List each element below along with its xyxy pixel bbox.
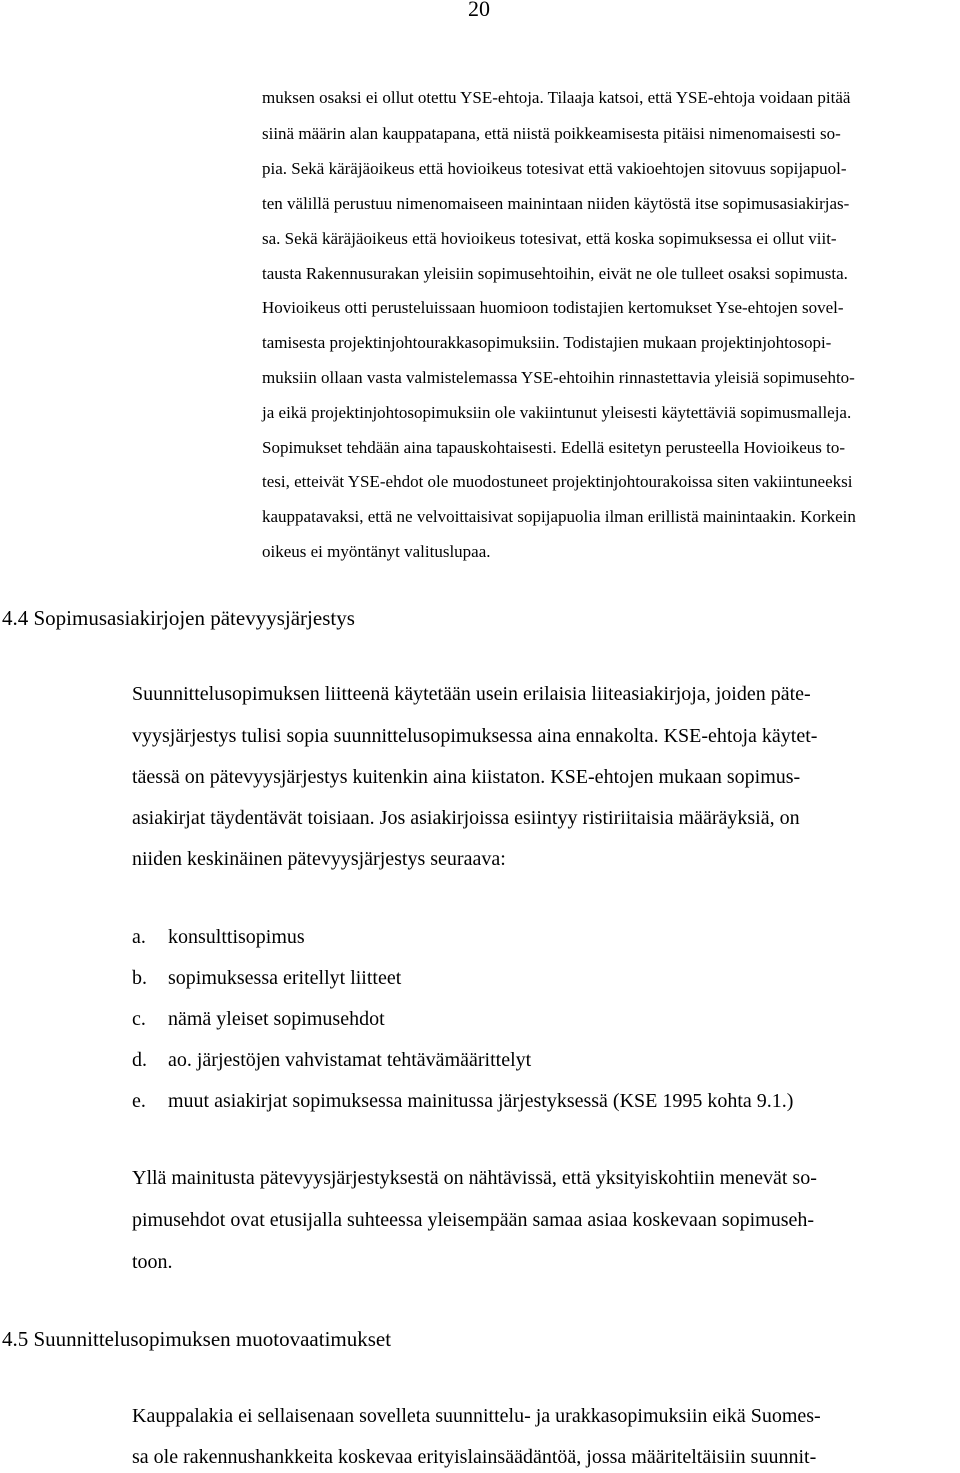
list-item-text: sopimuksessa eritellyt liitteet — [168, 967, 402, 989]
list-item — [132, 964, 401, 992]
paragraph-line: kauppatavaksi, että ne velvoittaisivat sopijapuolia ilman erillistä mainintaakin. Korkein — [262, 507, 856, 526]
page-number: 20 — [468, 0, 490, 21]
paragraph-line: ten välillä perustuu nimenomaiseen mainintaan niiden käytöstä itse sopimusasiakirjas- — [262, 194, 850, 213]
section-heading-4-4: 4.4 Sopimusasiakirjojen pätevyysjärjestys — [2, 606, 355, 630]
paragraph-line: toon. — [132, 1251, 173, 1273]
paragraph-line: siinä määrin alan kauppatapana, että niistä poikkeamisesta pitäisi nimenomaisesti so- — [262, 124, 841, 143]
paragraph-line: täessä on pätevyysjärjestys kuitenkin aina kiistaton. KSE-ehtojen mukaan sopimus- — [132, 766, 801, 788]
paragraph-line: Sopimukset tehdään aina tapauskohtaisesti. Edellä esitetyn perusteella Hovioikeus to- — [262, 438, 846, 457]
paragraph-line: pimusehdot ovat etusijalla suhteessa yleisempään samaa asiaa koskevaan sopimuseh- — [132, 1209, 815, 1231]
paragraph-line: asiakirjat täydentävät toisiaan. Jos asiakirjoissa esiintyy ristiriitaisia määräyksiä, on — [132, 807, 800, 829]
paragraph-line: tamisesta projektinjohtourakkasopimuksiin. Todistajien mukaan projektinjohtosopi- — [262, 333, 832, 352]
list-item — [132, 1046, 531, 1074]
paragraph-line: Kauppalakia ei sellaisenaan sovelleta suunnittelu- ja urakkasopimuksiin eikä Suomes- — [132, 1405, 821, 1427]
paragraph-line: pia. Sekä käräjäoikeus että hovioikeus totesivat että vakioehtojen sitovuus sopijapuol- — [262, 159, 847, 178]
paragraph-line: tausta Rakennusurakan yleisiin sopimusehtoihin, eivät ne ole tulleet osaksi sopimusta. — [262, 264, 848, 283]
list-item-text: konsulttisopimus — [168, 926, 305, 948]
paragraph-line: vyysjärjestys tulisi sopia suunnittelusopimuksessa aina ennakolta. KSE-ehtoja käytet- — [132, 725, 818, 747]
list-item — [132, 1087, 793, 1115]
list-item-text: nämä yleiset sopimusehdot — [168, 1008, 385, 1030]
section-heading-4-5: 4.5 Suunnittelusopimuksen muotovaatimukset — [2, 1327, 392, 1351]
paragraph-line: muksiin ollaan vasta valmistelemassa YSE-ehtoihin rinnastettavia yleisiä sopimusehto- — [262, 368, 855, 387]
paragraph-line: sa. Sekä käräjäoikeus että hovioikeus totesivat, että koska sopimuksessa ei ollut viit- — [262, 229, 837, 248]
paragraph-line: Hovioikeus otti perusteluissaan huomioon todistajien kertomukset Yse-ehtojen sovel- — [262, 298, 844, 317]
list-item — [132, 923, 305, 951]
list-marker: d. — [132, 1049, 147, 1071]
list-marker: c. — [132, 1008, 146, 1030]
list-marker: e. — [132, 1090, 146, 1112]
paragraph-line: oikeus ei myöntänyt valituslupaa. — [262, 542, 491, 561]
list-item-text: ao. järjestöjen vahvistamat tehtävämäärittelyt — [168, 1049, 532, 1071]
paragraph-line: ja eikä projektinjohtosopimuksiin ole vakiintunut yleisesti käytettäviä sopimusmalleja. — [262, 403, 852, 422]
paragraph-line: niiden keskinäinen pätevyysjärjestys seuraava: — [132, 848, 506, 870]
paragraph-line: tesi, etteivät YSE-ehdot ole muodostuneet projektinjohtourakoissa siten vakiintuneeksi — [262, 472, 853, 491]
paragraph-line: muksen osaksi ei ollut otettu YSE-ehtoja. Tilaaja katsoi, että YSE-ehtoja voidaan pitää — [262, 88, 851, 107]
paragraph-line: sa ole rakennushankkeita koskevaa erityislainsäädäntöä, jossa määriteltäisiin suunnit- — [132, 1446, 817, 1468]
list-item — [132, 1005, 385, 1033]
list-item-text: muut asiakirjat sopimuksessa mainitussa järjestyksessä (KSE 1995 kohta 9.1.) — [168, 1090, 794, 1112]
list-marker: a. — [132, 926, 146, 948]
list-marker: b. — [132, 967, 147, 989]
paragraph-line: Suunnittelusopimuksen liitteenä käytetään usein erilaisia liiteasiakirjoja, joiden päte- — [132, 683, 811, 705]
paragraph-line: Yllä mainitusta pätevyysjärjestyksestä on nähtävissä, että yksityiskohtiin menevät so- — [132, 1167, 817, 1189]
